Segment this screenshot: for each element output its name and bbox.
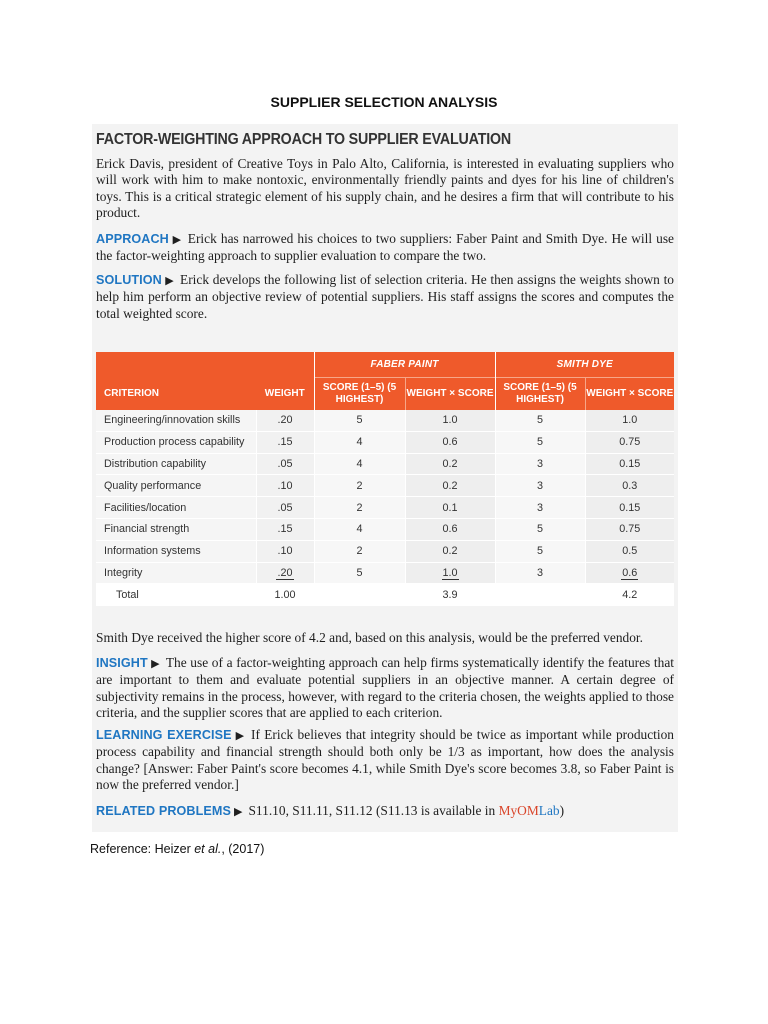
group-header-faber: FABER PAINT <box>314 352 495 378</box>
faber-score-cell: 4 <box>314 453 405 475</box>
triangle-icon: ▶ <box>150 657 160 670</box>
weight-cell: .05 <box>256 453 314 475</box>
total-label: Total <box>96 584 256 606</box>
supplier-scoring-table <box>96 352 674 606</box>
faber-weighted-cell: 1.0 <box>405 410 495 431</box>
smith-score-cell: 5 <box>495 431 585 453</box>
group-header-smith: SMITH DYE <box>495 352 674 378</box>
smith-score-cell: 3 <box>495 562 585 584</box>
smith-weighted-cell: 0.15 <box>585 453 674 475</box>
smith-weighted-cell <box>585 562 674 584</box>
reference-prefix: Reference: Heizer <box>90 842 195 856</box>
column-header-smith-score: SCORE (1–5) (5 HIGHEST) <box>495 378 585 411</box>
faber-score-cell: 4 <box>314 431 405 453</box>
insight-paragraph <box>96 655 674 721</box>
total-row <box>96 584 674 606</box>
reference-suffix: , (2017) <box>221 842 265 856</box>
total-spacer <box>314 584 405 606</box>
myomlab-brand-my: MyOM <box>498 803 539 818</box>
criterion-cell: Production process capability <box>96 431 256 453</box>
table-row <box>96 475 674 497</box>
total-faber: 3.9 <box>405 584 495 606</box>
criterion-cell: Quality performance <box>96 475 256 497</box>
faber-score-cell: 5 <box>314 410 405 431</box>
section-heading: FACTOR-WEIGHTING APPROACH TO SUPPLIER EVALUATION <box>96 131 512 148</box>
faber-score-cell: 4 <box>314 518 405 540</box>
total-spacer <box>495 584 585 606</box>
criterion-cell: Information systems <box>96 540 256 562</box>
criterion-cell: Distribution capability <box>96 453 256 475</box>
table-row <box>96 518 674 540</box>
weight-value: .20 <box>277 566 293 579</box>
criterion-cell: Financial strength <box>96 518 256 540</box>
table-row <box>96 497 674 519</box>
learning-exercise-label: LEARNING EXERCISE <box>96 728 232 742</box>
triangle-icon: ▶ <box>234 805 243 818</box>
related-problems-close: ) <box>559 803 565 818</box>
faber-weighted-cell: 0.1 <box>405 497 495 519</box>
faber-weighted-cell: 0.2 <box>405 453 495 475</box>
approach-label: APPROACH <box>96 232 169 246</box>
criterion-cell: Integrity <box>96 562 256 584</box>
faber-weighted-value: 1.0 <box>442 566 458 579</box>
smith-score-cell: 5 <box>495 518 585 540</box>
faber-weighted-cell: 0.6 <box>405 431 495 453</box>
smith-weighted-value: 0.6 <box>622 566 638 579</box>
smith-weighted-cell: 0.75 <box>585 431 674 453</box>
faber-weighted-cell: 0.6 <box>405 518 495 540</box>
weight-cell: .20 <box>256 410 314 431</box>
approach-text: Erick has narrowed his choices to two suppliers: Faber Paint and Smith Dye. He will use the factor-weighting approach to supplier evaluation to compare the two. <box>96 231 674 264</box>
column-header-faber-score: SCORE (1–5) (5 HIGHEST) <box>314 378 405 411</box>
page-title: SUPPLIER SELECTION ANALYSIS <box>270 94 498 110</box>
table-row <box>96 562 674 584</box>
table-row <box>96 453 674 475</box>
smith-weighted-cell: 0.15 <box>585 497 674 519</box>
weight-cell: .10 <box>256 475 314 497</box>
weight-cell: .10 <box>256 540 314 562</box>
triangle-icon: ▶ <box>234 729 246 742</box>
total-weight: 1.00 <box>256 584 314 606</box>
weight-cell: .15 <box>256 518 314 540</box>
smith-weighted-cell: 0.3 <box>585 475 674 497</box>
table-row <box>96 540 674 562</box>
column-header-criterion: CRITERION <box>96 378 256 411</box>
triangle-icon: ▶ <box>171 233 182 246</box>
triangle-icon: ▶ <box>164 274 175 287</box>
smith-score-cell: 5 <box>495 540 585 562</box>
faber-score-cell: 5 <box>314 562 405 584</box>
reference-etal: et al. <box>194 842 222 856</box>
column-header-weight: WEIGHT <box>256 378 314 411</box>
criterion-cell: Engineering/innovation skills <box>96 410 256 431</box>
smith-weighted-cell: 1.0 <box>585 410 674 431</box>
smith-score-cell: 3 <box>495 453 585 475</box>
faber-weighted-cell <box>405 562 495 584</box>
table-row <box>96 431 674 453</box>
faber-weighted-cell: 0.2 <box>405 540 495 562</box>
insight-label: INSIGHT <box>96 656 148 670</box>
smith-score-cell: 3 <box>495 475 585 497</box>
solution-text: Erick develops the following list of selection criteria. He then assigns the weights shown to help him perform an objective review of potential suppliers. His staff assigns the scores and computes the total weighted score. <box>96 272 674 321</box>
smith-weighted-cell: 0.5 <box>585 540 674 562</box>
smith-score-cell: 3 <box>495 497 585 519</box>
weight-cell: .05 <box>256 497 314 519</box>
approach-paragraph <box>96 231 674 265</box>
solution-paragraph <box>96 272 674 322</box>
weight-cell: .15 <box>256 431 314 453</box>
myomlab-brand-lab: Lab <box>538 803 560 818</box>
solution-label: SOLUTION <box>96 273 162 287</box>
total-smith: 4.2 <box>585 584 674 606</box>
insight-text: The use of a factor-weighting approach can help firms systematically identify the features that are important to them and evaluate potential suppliers in an objective manner. A certain degree of subjectivity remains in the process, however, with regard to the criteria chosen, the weights applied to those criteria, and the supplier scores that are applied to each criterion. <box>96 655 674 720</box>
criterion-cell: Facilities/location <box>96 497 256 519</box>
faber-score-cell: 2 <box>314 497 405 519</box>
faber-score-cell: 2 <box>314 475 405 497</box>
intro-paragraph: Erick Davis, president of Creative Toys in Palo Alto, California, is interested in evaluating suppliers who will work with him to make nontoxic, environmentally friendly paints and dyes for his line of children's toys. This is a critical strategic element of his supply chain, and he desires a firm that will contribute to his product. <box>96 156 674 220</box>
reference-line <box>90 842 264 856</box>
learning-exercise-paragraph <box>96 727 674 793</box>
weight-cell <box>256 562 314 584</box>
related-problems-paragraph <box>96 803 674 820</box>
related-problems-text: S11.10, S11.11, S11.12 (S11.13 is available in <box>248 803 496 818</box>
conclusion-paragraph: Smith Dye received the higher score of 4.2 and, based on this analysis, would be the preferred vendor. <box>96 630 643 645</box>
column-header-smith-weighted: WEIGHT × SCORE <box>585 378 674 411</box>
column-header-faber-weighted: WEIGHT × SCORE <box>405 378 495 411</box>
table-row <box>96 410 674 431</box>
smith-score-cell: 5 <box>495 410 585 431</box>
header-spacer <box>96 352 314 378</box>
learning-exercise-text: If Erick believes that integrity should be twice as important while production process capability and financial strength should both only be 1/3 as important, how does the analysis change? [Answer: Faber Paint's score becomes 4.1, while Smith Dye's score becomes 3.8, so Faber Paint is now the preferred vendor.] <box>96 727 674 792</box>
faber-score-cell: 2 <box>314 540 405 562</box>
faber-weighted-cell: 0.2 <box>405 475 495 497</box>
related-problems-label: RELATED PROBLEMS <box>96 804 232 818</box>
smith-weighted-cell: 0.75 <box>585 518 674 540</box>
